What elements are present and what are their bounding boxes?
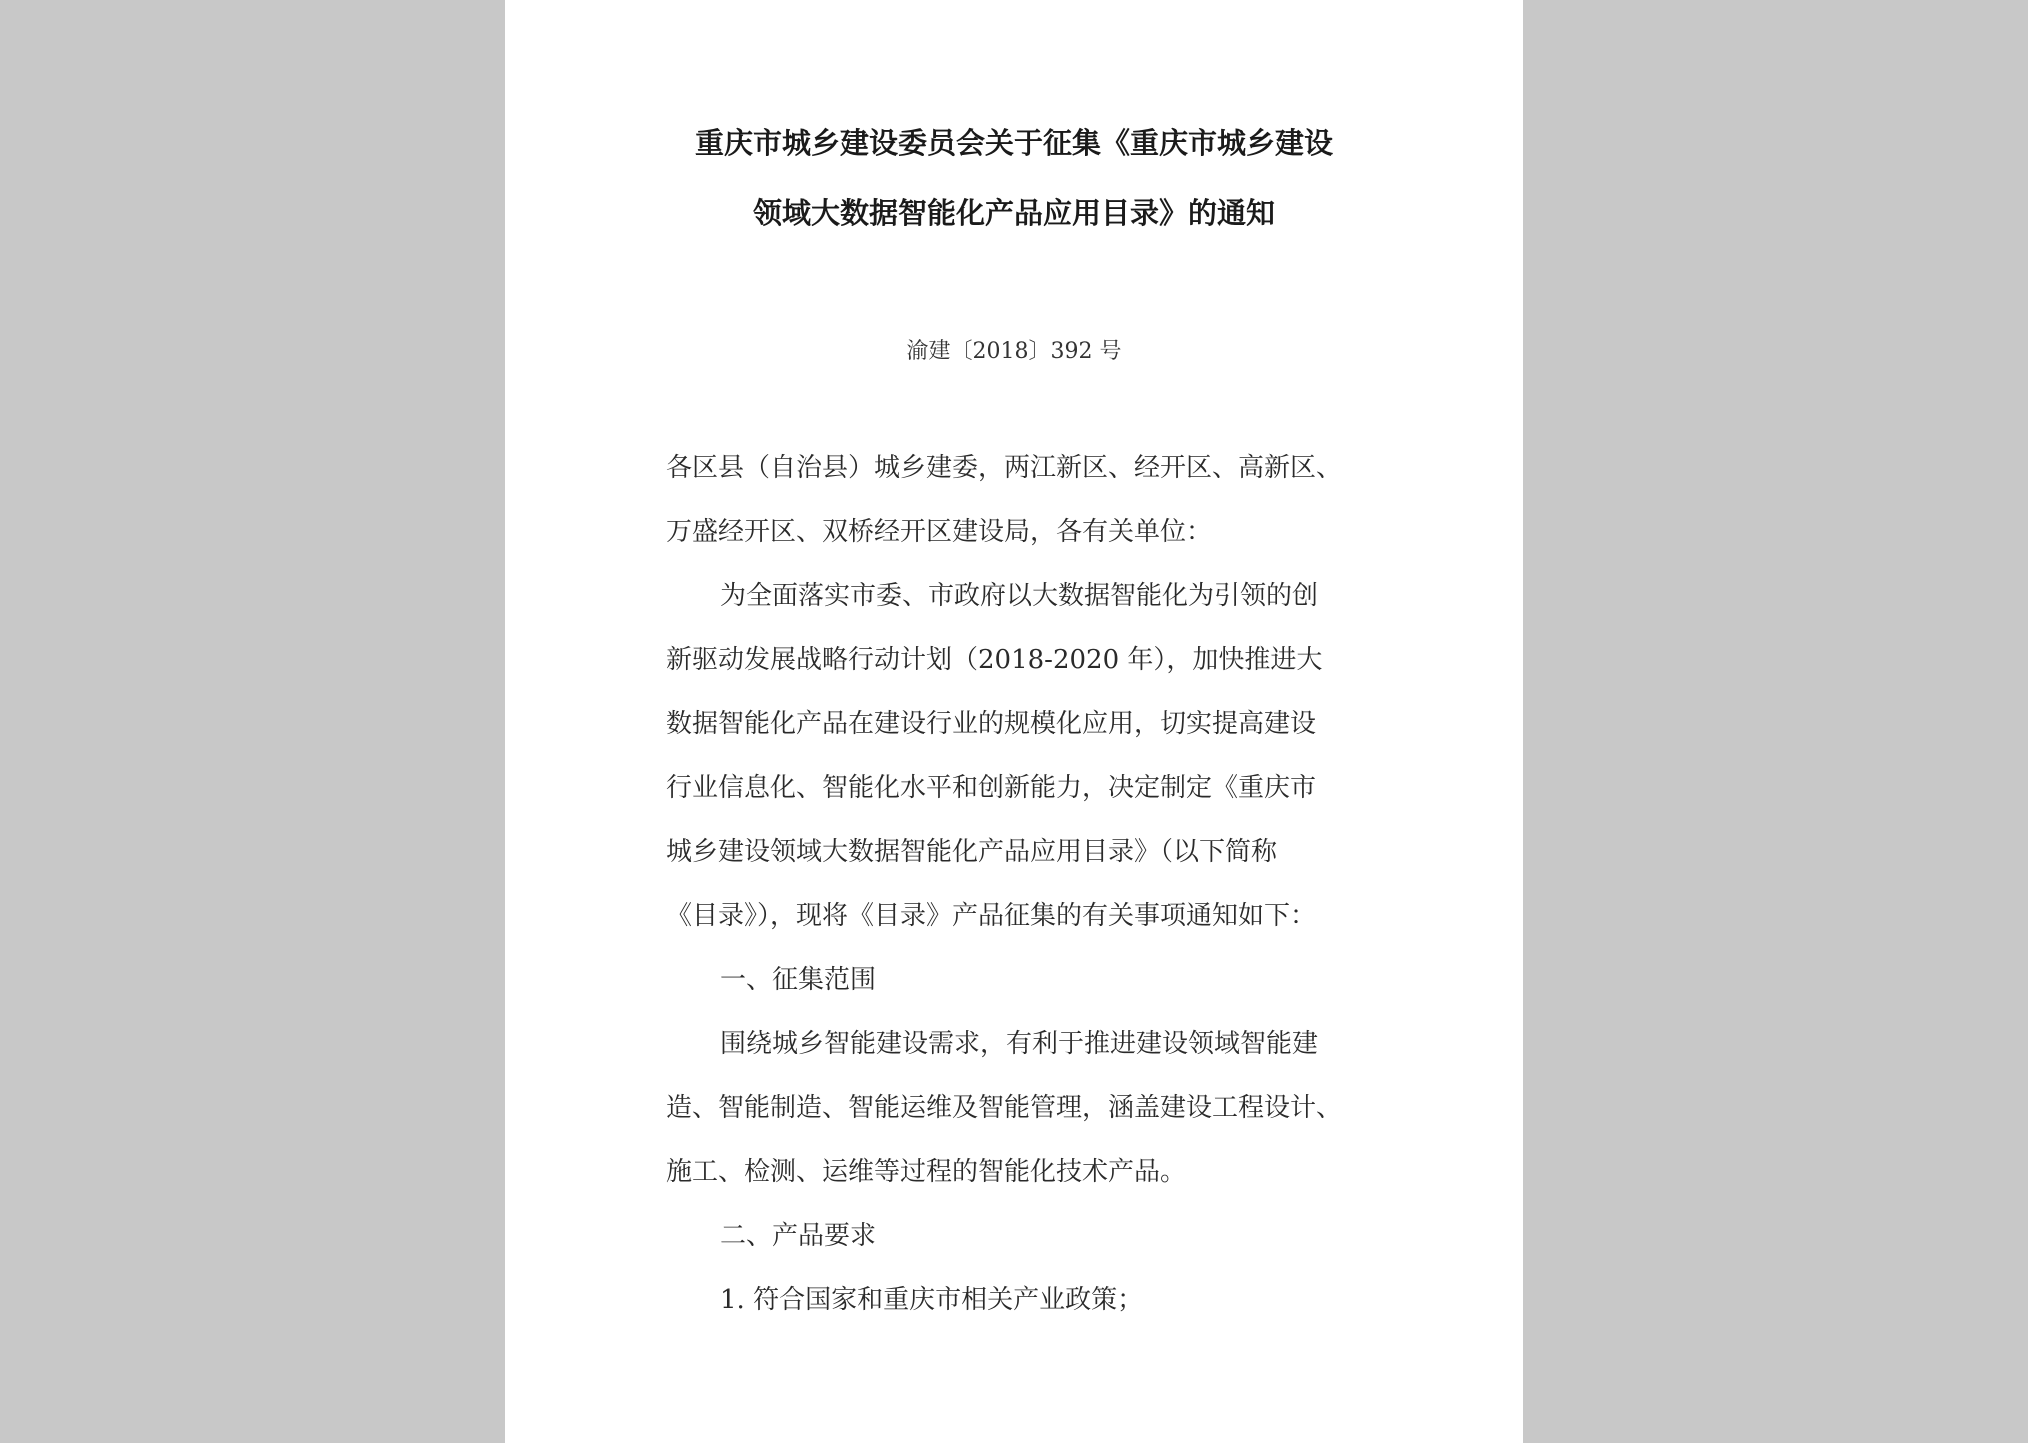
paragraph-line: 行业信息化、智能化水平和创新能力，决定制定《重庆市 — [666, 773, 1317, 803]
paragraph-line: 围绕城乡智能建设需求，有利于推进建设领域智能建 — [720, 1029, 1319, 1059]
paragraph-line: 城乡建设领域大数据智能化产品应用目录》（以下简称 — [666, 837, 1278, 867]
document-title-line-2: 领域大数据智能化产品应用目录》的通知 — [752, 196, 1275, 230]
paragraph-line: 为全面落实市委、市政府以大数据智能化为引领的创 — [720, 581, 1319, 611]
section-heading: 二、产品要求 — [720, 1221, 877, 1251]
document-page — [505, 0, 1523, 1443]
paragraph-line: 数据智能化产品在建设行业的规模化应用，切实提高建设 — [666, 709, 1317, 739]
paragraph-line: 新驱动发展战略行动计划（2018-2020 年），加快推进大 — [666, 645, 1323, 675]
addressee-line: 各区县（自治县）城乡建委，两江新区、经开区、高新区、 — [666, 453, 1343, 483]
list-item: 1. 符合国家和重庆市相关产业政策； — [720, 1285, 1144, 1315]
document-number: 渝建〔2018〕392 号 — [906, 339, 1122, 364]
paragraph-line: 造、智能制造、智能运维及智能管理，涵盖建设工程设计、 — [666, 1093, 1343, 1123]
paragraph-line: 《目录》），现将《目录》产品征集的有关事项通知如下： — [666, 901, 1317, 931]
section-heading: 一、征集范围 — [720, 965, 877, 995]
document-title-line-1: 重庆市城乡建设委员会关于征集《重庆市城乡建设 — [694, 126, 1333, 160]
addressee-line: 万盛经开区、双桥经开区建设局，各有关单位： — [666, 517, 1213, 547]
paragraph-line: 施工、检测、运维等过程的智能化技术产品。 — [666, 1157, 1187, 1187]
